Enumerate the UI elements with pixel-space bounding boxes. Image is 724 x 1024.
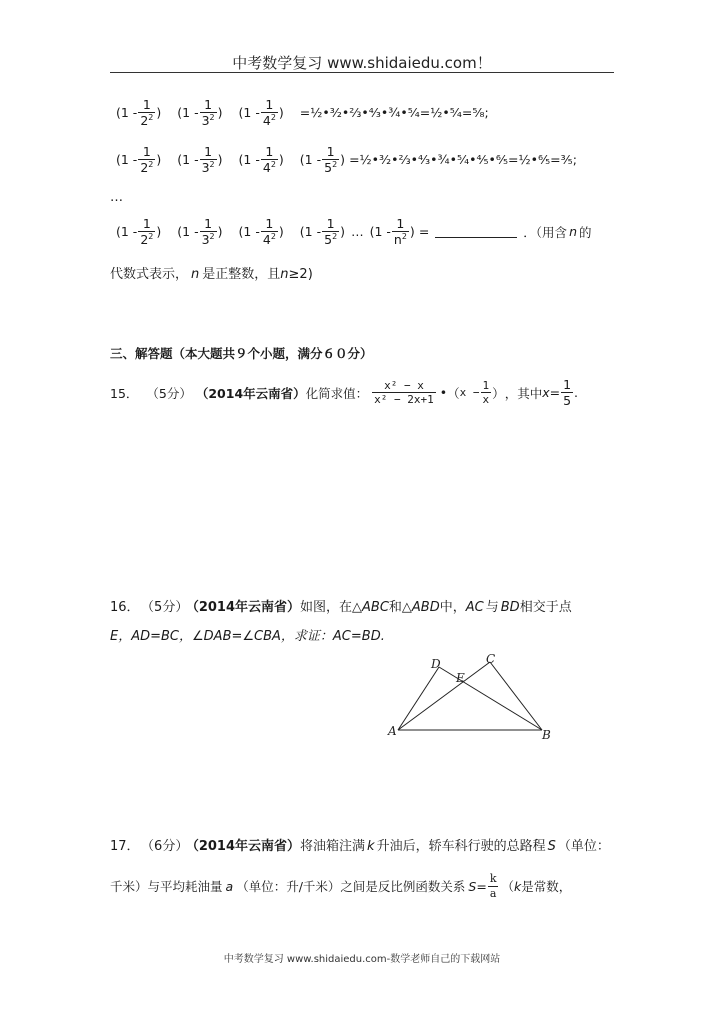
fraction: $\frac{1}{2^2}$ <box>140 97 154 129</box>
segment-AD <box>398 667 439 730</box>
header-divider <box>110 72 614 73</box>
question-16-line-1: 16． （5分） （2014年云南省）如图，在△ABC和△ABD中，AC 与 BD相交于点 <box>110 600 572 615</box>
factor: (1 - $\frac{1}{3^2}$ ) <box>177 216 223 248</box>
factor: (1 - $\frac{1}{3^2}$ ) <box>177 144 223 176</box>
fraction: $\frac{k}{a}$ <box>489 872 497 900</box>
fraction: $\frac{1}{5}$ <box>563 377 572 409</box>
section-title: 三、解答题（本大题共９个小题，满分６０分） <box>110 346 373 361</box>
factor-open: (1 - <box>116 105 138 121</box>
fraction: $\frac{1}{2^2}$ <box>140 216 154 248</box>
dots: … <box>351 224 364 240</box>
fraction: $\frac{1}{3^2}$ <box>201 144 215 176</box>
fraction: $\frac{1}{x}$ <box>482 378 490 407</box>
page-footer: 中考数学复习 www.shidaiedu.com-数学老师自己的下载网站 <box>223 954 501 965</box>
fraction: $\frac{1}{n^2}$ <box>393 216 407 248</box>
ellipsis: … <box>110 190 123 205</box>
q14-line-1 <box>116 98 489 127</box>
triangle-figure <box>385 650 560 745</box>
question-16-line-2: E，AD=BC，∠DAB=∠CBA，求证：AC=BD. <box>110 629 385 644</box>
expression-fraction: $\frac{\text{x² − x}}{\text{x² − 2x+1}}$ <box>374 378 434 407</box>
label-D: D <box>431 657 441 671</box>
q14-line-2 <box>116 145 577 174</box>
factor: (1 - $\frac{1}{2^2}$ ) <box>116 144 162 176</box>
segment-BD <box>439 667 542 730</box>
factor: (1 - $\frac{1}{4^2}$ ) <box>238 216 284 248</box>
label-E: E <box>456 671 465 685</box>
fraction: $\frac{1}{4^2}$ <box>262 97 276 129</box>
factor: (1 - $\frac{1}{4^2}$ ) <box>238 144 284 176</box>
segment-AC <box>398 662 490 730</box>
q14-line-1-rhs: =½•³⁄₂•⅔•⁴⁄₃•¾•⁵⁄₄=½•⁵⁄₄=⁵⁄₈; <box>299 105 489 121</box>
factor: (1 - $\frac{1}{4^2}$ ) <box>238 97 284 129</box>
fraction: $\frac{1}{3^2}$ <box>201 216 215 248</box>
q14-line-4: 代数式表示， n 是正整数，且n≥2) <box>110 267 313 282</box>
label-C: C <box>486 652 496 666</box>
page-header-title: 中考数学复习 www.shidaiedu.com！ <box>232 54 492 72</box>
fraction: $\frac{1}{5^2}$ <box>324 216 338 248</box>
question-17-line-2: 千米）与平均耗油量 a （单位：升/千米）之间是反比例函数关系 S = $\frac{k}{a}$ （ k 是常数， <box>110 872 572 900</box>
fraction: $\frac{1}{3^2}$ <box>201 97 215 129</box>
factor-last: (1 - $\frac{1}{n^2}$ ) <box>369 216 415 248</box>
factor: (1 - $\frac{1}{5^2}$ ) <box>299 144 346 176</box>
answer-blank[interactable] <box>435 225 517 238</box>
label-A: A <box>388 724 397 738</box>
segment-BC <box>490 662 542 730</box>
factor: (1 - $\frac{1}{2^2}$ ) <box>116 97 162 129</box>
q14-line-3: (1 - $\frac{1}{2^2}$ ) (1 - $\frac{1}{3^2}$ ) (1 - $\frac{1}{4^2}$ ) (1 - $\frac{1}{5^2}$ ) … (1 - $\frac{1}{n^2}$ ) = ．（用含 n 的 <box>116 216 592 248</box>
fraction: $\frac{1}{4^2}$ <box>262 144 276 176</box>
factor: (1 - $\frac{1}{3^2}$ ) <box>177 97 223 129</box>
factor: (1 - $\frac{1}{2^2}$ ) <box>116 216 162 248</box>
label-B: B <box>542 728 551 742</box>
fraction: $\frac{1}{5^2}$ <box>324 144 338 176</box>
q14-line-2-rhs: =½•³⁄₂•⅔•⁴⁄₃•¾•⁵⁄₄•⁴⁄₅•⁶⁄₅=½•⁶⁄₅=³⁄₅; <box>349 152 577 168</box>
fraction: $\frac{1}{2^2}$ <box>140 144 154 176</box>
factor: (1 - $\frac{1}{5^2}$ ) <box>299 216 346 248</box>
fraction: $\frac{1}{4^2}$ <box>262 216 276 248</box>
question-17-line-1: 17． （6分） （2014年云南省）将油箱注满 k 升油后，轿车科行驶的总路程 S （单位： <box>110 839 610 854</box>
question-15: 15． （5分） （2014年云南省） 化简求值： $\frac{\text{x² − x}}{\text{x² − 2x+1}}$ • （ x − $\frac{1}{x}$ ） ，其中 x = $\frac{1}{5}$ . <box>110 377 579 409</box>
